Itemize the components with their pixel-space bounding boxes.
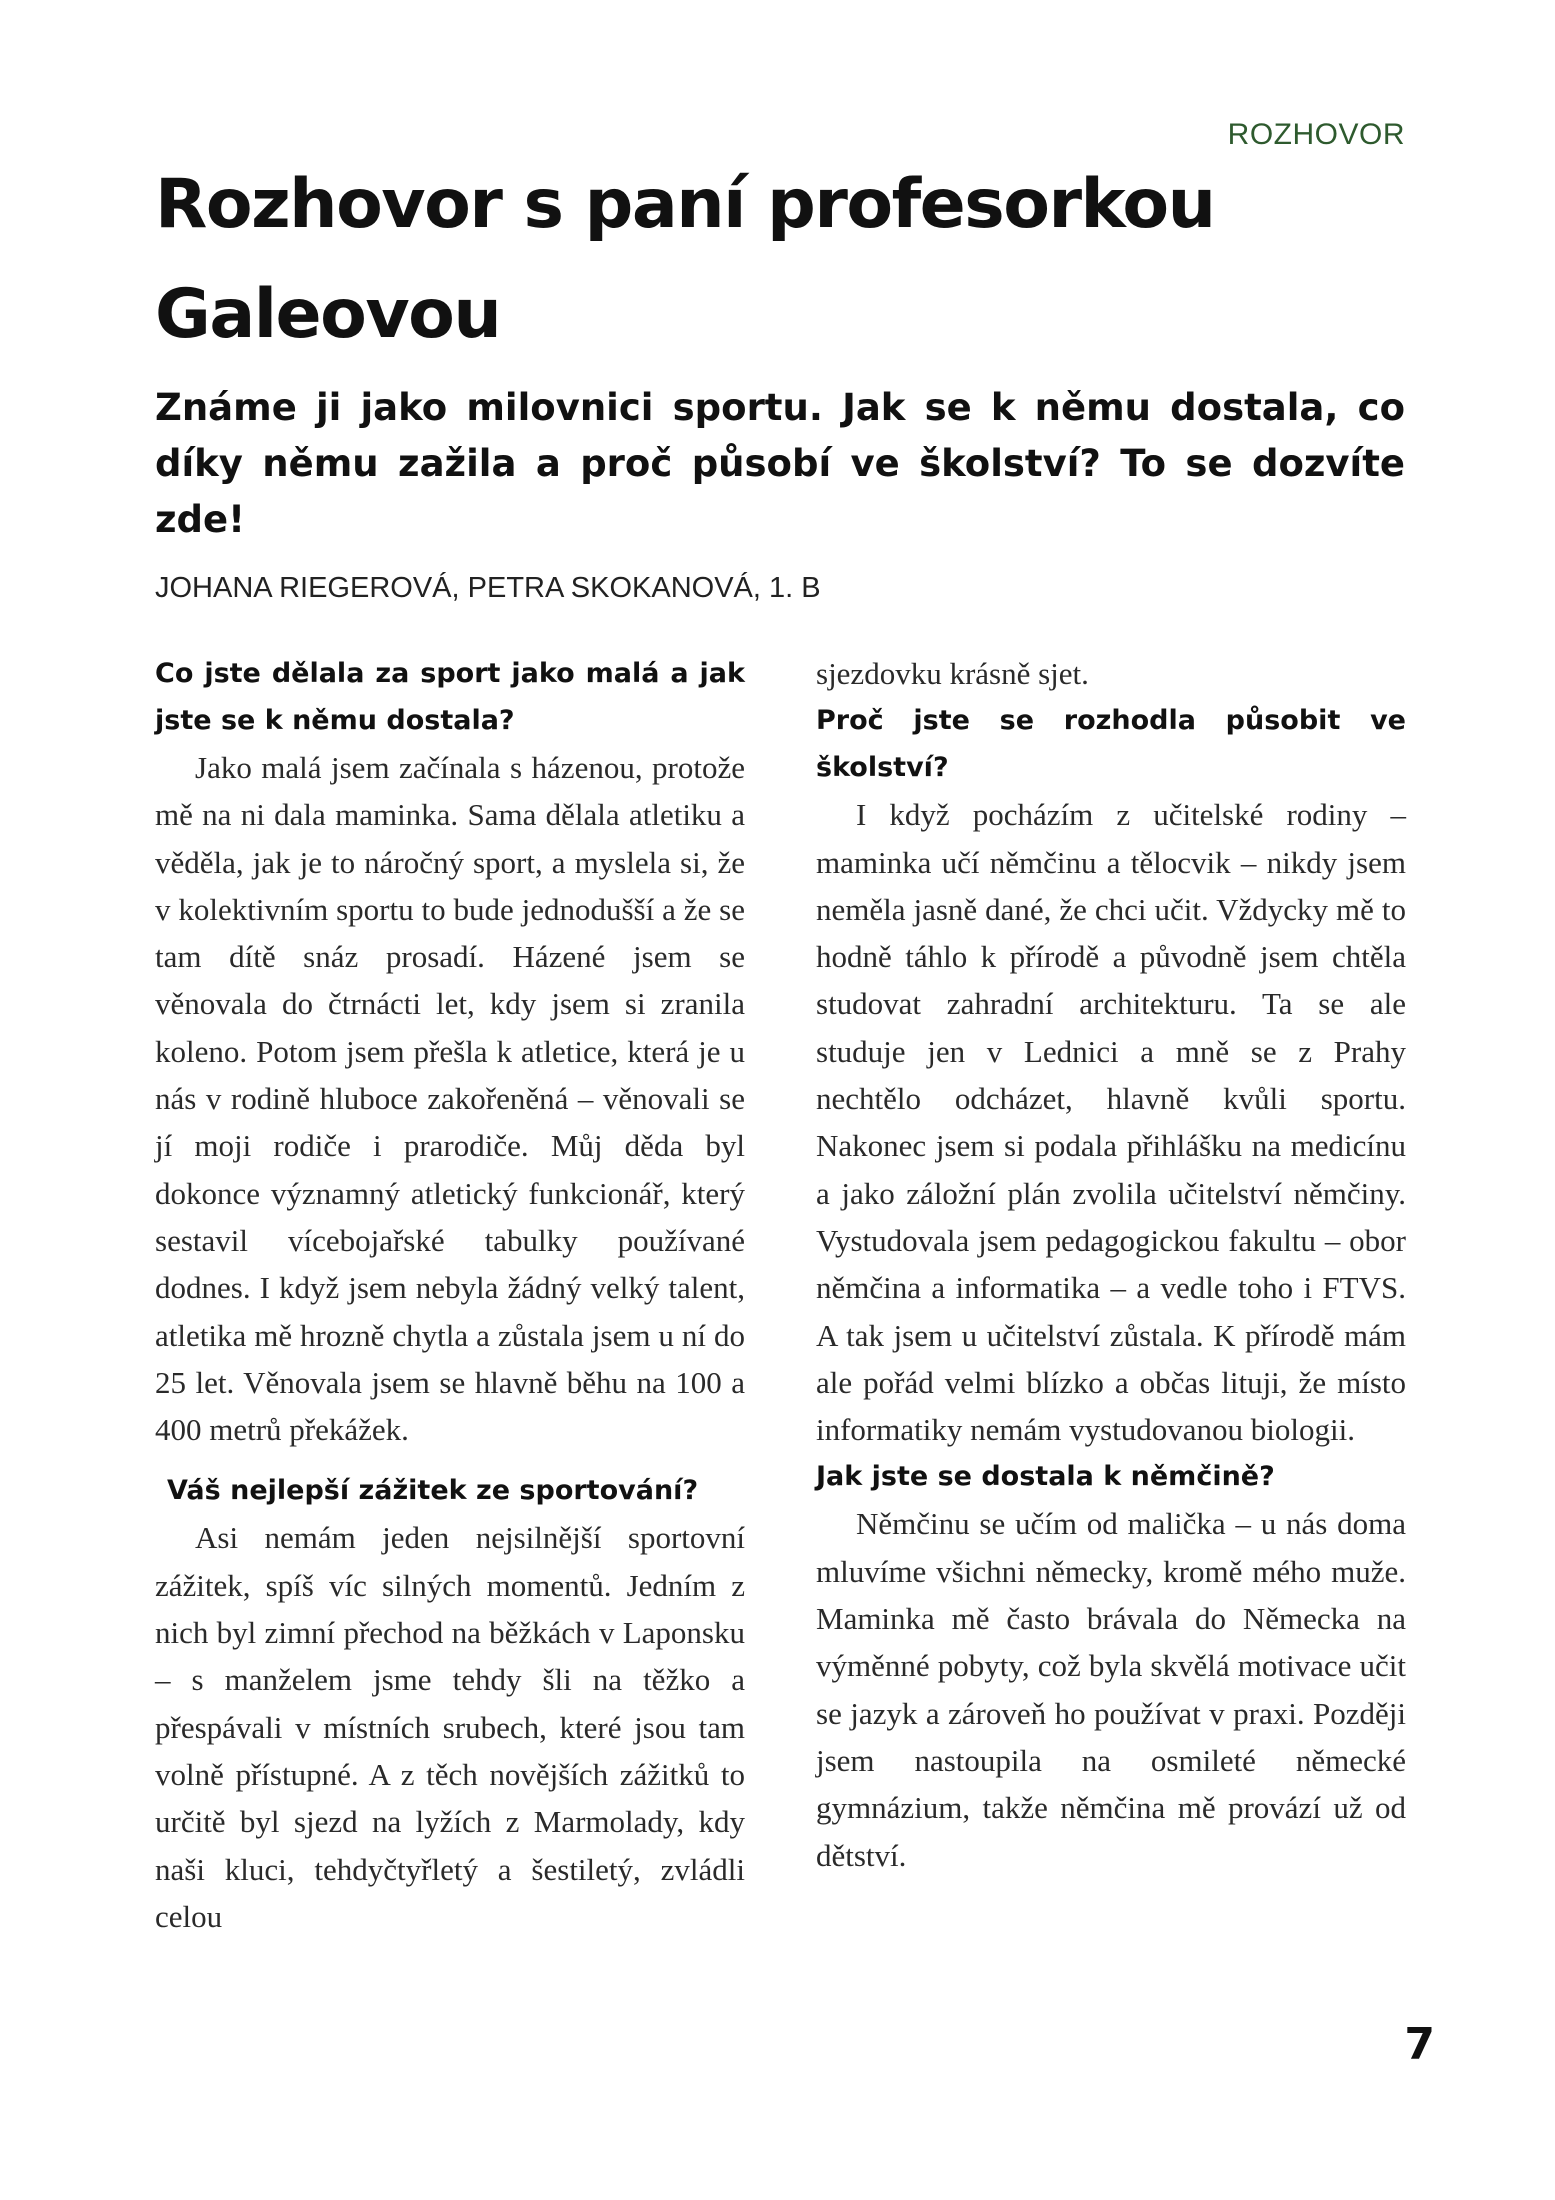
article-title: Rozhovor s paní profesorkou Galeovou: [155, 165, 1215, 354]
right-column: [816, 650, 1406, 1879]
paragraph-gap: [155, 1453, 745, 1467]
interview-answer: Jako malá jsem začínala s házenou, protože mě na ni dala maminka. Sama dělala atletiku a věděla, jak je to náročný sport, a myslela si, že v kolektivním sportu to bude jednodušší a že se tam dítě snáz prosadí. Házené jsem se věnovala do čtrnácti let, kdy jsem si zranila koleno. Potom jsem přešla k atletice, která je u nás v rodině hluboce zakořeněná – věnovali se jí moji rodiče i prarodiče. Můj děda byl dokonce významný atletický funkcionář, který sestavil vícebojařské tabulky používané dodnes. I když jsem nebyla žádný velký talent, atletika mě hrozně chytla a zůstala jsem u ní do 25 let. Věnovala jsem se hlavně běhu na 100 a 400 metrů překážek.: [155, 750, 745, 1448]
article-lead: Známe ji jako milovnici sportu. Jak se k němu dostala, co díky němu zažila a proč působí ve školství? To se dozvíte zde!: [155, 386, 1405, 541]
left-column: [155, 650, 745, 1940]
page-number: 7: [1404, 2019, 1435, 2070]
interview-answer: Asi nemám jeden nejsilnější sportovní zážitek, spíš víc silných momentů. Jedním z nich byl zimní přechod na běžkách v Laponsku – s manželem jsme tehdy šli na těžko a přespávali v místních srubech, které jsou tam volně přístupné. A z těch novějších zážitků to určitě byl sjezd na lyžích z Marmolady, kdy naši kluci, tehdyčtyřletý a šestiletý, zvládli celou: [155, 1520, 745, 1934]
answer-continuation: sjezdovku krásně sjet.: [816, 656, 1089, 691]
interview-question: Proč jste se rozhodla působit ve školství?: [816, 705, 1406, 784]
interview-answer: I když pocházím z učitelské rodiny – maminka učí němčinu a tělocvik – nikdy jsem neměla jasně dané, že chci učit. Vždycky mě to hodně táhlo k přírodě a původně jsem chtěla studovat zahradní architekturu. Ta se ale studuje jen v Lednici a mně se z Prahy nechtělo odcházet, hlavně kvůli sportu. Nakonec jsem si podala přihlášku na medicínu a jako záložní plán zvolila učitelství němčiny. Vystudovala jsem pedagogickou fakultu – obor němčina a informatika – a vedle toho i FTVS. A tak jsem u učitelství zůstala. K přírodě mám ale pořád velmi blízko a občas lituji, že místo informatiky nemám vystudovanou biologii.: [816, 797, 1406, 1448]
interview-answer: Němčinu se učím od malička – u nás doma mluvíme všichni německy, kromě mého muže. Maminka mě často brávala do Německa na výměnné pobyty, což byla skvělá motivace učit se jazyk a zároveň ho používat v praxi. Později jsem nastoupila na osmileté německé gymnázium, takže němčina mě provází už od dětství.: [816, 1506, 1406, 1873]
section-label: ROZHOVOR: [1227, 118, 1405, 151]
article-authors: JOHANA RIEGEROVÁ, PETRA SKOKANOVÁ, 1. B: [155, 572, 821, 604]
interview-question: Co jste dělala za sport jako malá a jak jste se k němu dostala?: [155, 658, 745, 736]
interview-question: Jak jste se dostala k němčině?: [816, 1461, 1275, 1493]
interview-question: Váš nejlepší zážitek ze sportování?: [167, 1475, 699, 1507]
